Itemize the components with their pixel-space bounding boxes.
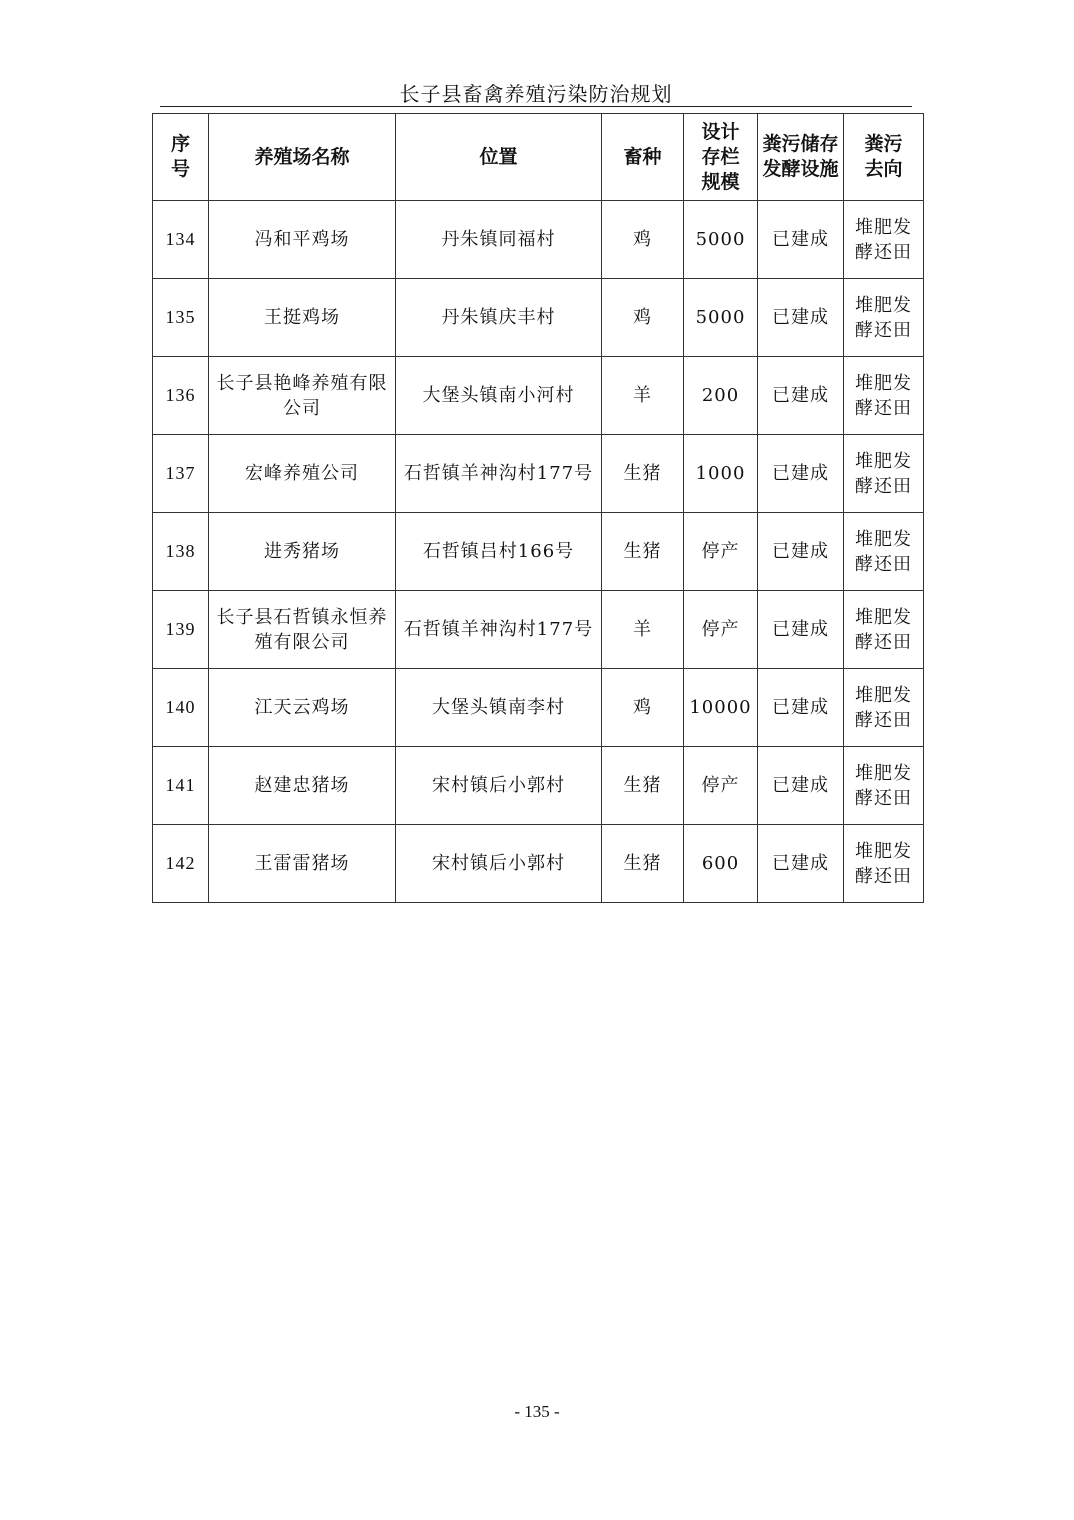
cell-destination: 堆肥发酵还田 bbox=[844, 435, 924, 513]
cell-destination: 堆肥发酵还田 bbox=[844, 279, 924, 357]
cell-scale: 停产 bbox=[684, 513, 758, 591]
cell-scale: 5000 bbox=[684, 201, 758, 279]
cell-location: 大堡头镇南小河村 bbox=[396, 357, 602, 435]
cell-destination: 堆肥发酵还田 bbox=[844, 513, 924, 591]
cell-scale: 5000 bbox=[684, 279, 758, 357]
table-row bbox=[153, 591, 924, 669]
cell-destination: 堆肥发酵还田 bbox=[844, 825, 924, 903]
cell-facility: 已建成 bbox=[758, 747, 844, 825]
cell-species: 羊 bbox=[602, 357, 684, 435]
column-header-seq: 序号 bbox=[153, 114, 209, 201]
cell-farm-name: 江天云鸡场 bbox=[209, 669, 396, 747]
table-body bbox=[153, 201, 924, 903]
cell-species: 生猪 bbox=[602, 747, 684, 825]
cell-species: 羊 bbox=[602, 591, 684, 669]
cell-location: 宋村镇后小郭村 bbox=[396, 825, 602, 903]
cell-location: 宋村镇后小郭村 bbox=[396, 747, 602, 825]
cell-destination: 堆肥发酵还田 bbox=[844, 669, 924, 747]
cell-location: 丹朱镇同福村 bbox=[396, 201, 602, 279]
column-header-destination: 粪污去向 bbox=[844, 114, 924, 201]
cell-species: 生猪 bbox=[602, 513, 684, 591]
cell-facility: 已建成 bbox=[758, 279, 844, 357]
page-number: - 135 - bbox=[514, 1402, 560, 1421]
cell-facility: 已建成 bbox=[758, 435, 844, 513]
cell-seq: 139 bbox=[153, 591, 209, 669]
farm-table bbox=[152, 113, 924, 903]
cell-farm-name: 冯和平鸡场 bbox=[209, 201, 396, 279]
column-header-name: 养殖场名称 bbox=[209, 114, 396, 201]
cell-seq: 134 bbox=[153, 201, 209, 279]
cell-farm-name: 长子县石哲镇永恒养殖有限公司 bbox=[209, 591, 396, 669]
cell-facility: 已建成 bbox=[758, 591, 844, 669]
cell-farm-name: 王挺鸡场 bbox=[209, 279, 396, 357]
cell-scale: 10000 bbox=[684, 669, 758, 747]
table-row bbox=[153, 279, 924, 357]
cell-facility: 已建成 bbox=[758, 825, 844, 903]
table-row bbox=[153, 669, 924, 747]
cell-facility: 已建成 bbox=[758, 513, 844, 591]
cell-species: 鸡 bbox=[602, 669, 684, 747]
cell-facility: 已建成 bbox=[758, 357, 844, 435]
table-row bbox=[153, 513, 924, 591]
cell-seq: 138 bbox=[153, 513, 209, 591]
cell-farm-name: 宏峰养殖公司 bbox=[209, 435, 396, 513]
cell-location: 石哲镇吕村166号 bbox=[396, 513, 602, 591]
page-header-title: 长子县畜禽养殖污染防治规划 bbox=[399, 82, 673, 106]
cell-destination: 堆肥发酵还田 bbox=[844, 747, 924, 825]
cell-species: 生猪 bbox=[602, 435, 684, 513]
cell-facility: 已建成 bbox=[758, 201, 844, 279]
cell-seq: 141 bbox=[153, 747, 209, 825]
table-row bbox=[153, 357, 924, 435]
cell-destination: 堆肥发酵还田 bbox=[844, 201, 924, 279]
cell-species: 鸡 bbox=[602, 279, 684, 357]
table-row bbox=[153, 201, 924, 279]
cell-destination: 堆肥发酵还田 bbox=[844, 591, 924, 669]
cell-species: 鸡 bbox=[602, 201, 684, 279]
column-header-scale: 设计存栏规模 bbox=[684, 114, 758, 201]
column-header-location: 位置 bbox=[396, 114, 602, 201]
cell-seq: 140 bbox=[153, 669, 209, 747]
cell-farm-name: 进秀猪场 bbox=[209, 513, 396, 591]
cell-scale: 停产 bbox=[684, 747, 758, 825]
column-header-species: 畜种 bbox=[602, 114, 684, 201]
cell-farm-name: 赵建忠猪场 bbox=[209, 747, 396, 825]
cell-scale: 600 bbox=[684, 825, 758, 903]
cell-species: 生猪 bbox=[602, 825, 684, 903]
cell-scale: 200 bbox=[684, 357, 758, 435]
header-divider bbox=[160, 106, 912, 107]
cell-seq: 135 bbox=[153, 279, 209, 357]
cell-location: 大堡头镇南李村 bbox=[396, 669, 602, 747]
table-row bbox=[153, 435, 924, 513]
cell-seq: 142 bbox=[153, 825, 209, 903]
table-header-row bbox=[153, 114, 924, 201]
cell-location: 石哲镇羊神沟村177号 bbox=[396, 435, 602, 513]
cell-location: 石哲镇羊神沟村177号 bbox=[396, 591, 602, 669]
cell-farm-name: 王雷雷猪场 bbox=[209, 825, 396, 903]
cell-location: 丹朱镇庆丰村 bbox=[396, 279, 602, 357]
table-row bbox=[153, 747, 924, 825]
table-row bbox=[153, 825, 924, 903]
cell-scale: 1000 bbox=[684, 435, 758, 513]
cell-destination: 堆肥发酵还田 bbox=[844, 357, 924, 435]
cell-farm-name: 长子县艳峰养殖有限公司 bbox=[209, 357, 396, 435]
column-header-facility: 粪污储存发酵设施 bbox=[758, 114, 844, 201]
cell-facility: 已建成 bbox=[758, 669, 844, 747]
cell-seq: 137 bbox=[153, 435, 209, 513]
cell-seq: 136 bbox=[153, 357, 209, 435]
cell-scale: 停产 bbox=[684, 591, 758, 669]
